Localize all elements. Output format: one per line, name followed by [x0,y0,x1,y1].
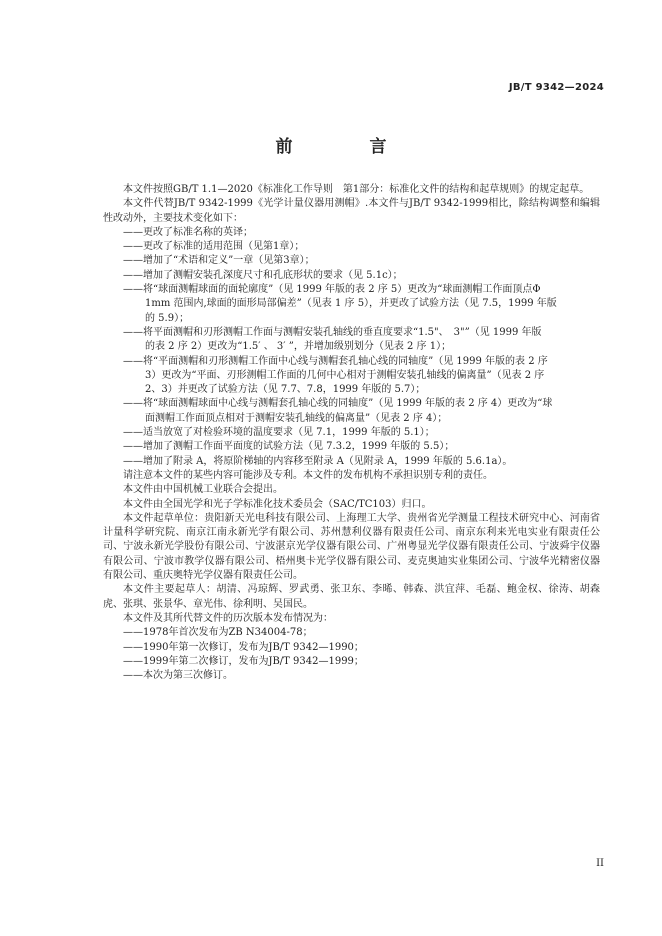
change-item: ——增加了测帽安装孔深度尺寸和孔底形状的要求（见 5.1c）； [123,269,403,281]
change-item-continued: 的 5.9）； [145,312,190,324]
change-item-continued: 面测帽工作面顶点相对于测帽安装孔轴线的偏离量”（见表 2 序 4）； [145,412,448,424]
paragraph: 本文件按照GB/T 1.1—2020《标准化工作导则 第1部分：标准化文件的结构和起草规则》的规定起草。 [123,184,590,195]
page-title: 前 言 [275,137,417,157]
paragraph: 请注意本文件的某些内容可能涉及专利。本文件的发布机构不承担识别专利的责任。 [123,469,493,481]
change-item: ——增加了附录 A，将原阶梯轴的内容移至附录 A（见附录 A，1999 年版的 5.6.1a）。 [123,455,513,467]
paragraph: 本文件由全国光学和光子学标准化技术委员会（SAC/TC103）归口。 [123,498,432,510]
history-item: ——本次为第三次修订。 [123,670,233,682]
change-item: ——更改了标准名称的英译； [123,226,253,238]
paragraph: 本文件起草单位：贵阳新天光电科技有限公司、上海理工大学、贵州省光学测量工程技术研究中心、河南省计量科学研究院、南京江南永新光学有限公司、苏州慧利仪器有限责任公司、南京东利来光电实业有限责任公司、宁波永新光学股份有限公司、宁波湛京光学仪器有限公司、广州粤显光学仪器有限责任公司、宁波舜宇仪器有限公司、宁波市教学仪器有限公司、梧州奥卡光学仪器有限公司、麦克奥迪实业集团公司、宁波华光精密仪器有限公司、重庆奥特光学仪器有限责任公司。 [103,512,600,582]
standard-code: JB/T 9342—2024 [508,82,604,93]
change-item: ——将平面测帽和刃形测帽工作面与测帽安装孔轴线的垂直度要求“1.5"、 3"”（见 1999 年版 [123,326,542,338]
change-item: ——适当放宽了对检验环境的温度要求（见 7.1，1999 年版的 5.1）； [123,427,435,439]
foreword-body [103,183,600,683]
history-item: ——1990年第一次修订，发布为JB/T 9342—1990； [123,641,364,653]
change-item: ——增加了“术语和定义”一章（见第3章）； [123,255,315,267]
history-item: ——1978年首次发布为ZB N34004-78； [123,627,313,639]
change-item-continued: 1mm 范围内,球面的面形局部偏差”（见表 1 序 5），并更改了试验方法（见 7.5，1999 年版 [145,298,557,310]
change-item: ——将“平面测帽和刃形测帽工作面中心线与测帽套孔轴心线的同轴度”（见 1999 年版的表 2 序 [123,355,548,367]
change-item: ——增加了测帽工作面平面度的试验方法（见 7.3.2，1999 年版的 5.5）； [123,441,455,453]
change-item: ——将“球面测帽球面中心线与测帽套孔轴心线的同轴度”（见 1999 年版的表 2 序 4）更改为“球 [123,398,553,410]
change-item: ——更改了标准的适用范围（见第1章）； [123,241,305,253]
change-item-continued: 3）更改为“平面、刃形测帽工作面的几何中心相对于测帽安装孔轴线的偏离量”（见表 2 序 [145,369,545,381]
page-number: II [596,858,604,869]
change-item-continued: 的表 2 序 2）更改为“1.5′ 、 3′ ”，并增加级别划分（见表 2 序 1）； [145,341,452,353]
paragraph: 本文件及其所代替文件的历次版本发布情况为： [123,612,333,624]
paragraph: 本文件代替JB/T 9342-1999《光学计量仪器用测帽》.本文件与JB/T 9342-1999相比，除结构调整和编辑性改动外，主要技术变化如下： [103,198,600,224]
history-item: ——1999年第二次修订，发布为JB/T 9342—1999； [123,655,364,667]
paragraph: 本文件由中国机械工业联合会提出。 [123,484,283,496]
change-item-continued: 2、3）并更改了试验方法（见 7.7、7.8，1999 年版的 5.7）； [145,384,426,396]
paragraph: 本文件主要起草人：胡清、冯琼辉、罗武勇、张卫东、李晞、韩森、洪宜萍、毛磊、鲍金权、徐涛、胡森虎、张琪、张景华、章光伟、徐利明、吴国民。 [103,584,600,610]
change-item: ——将“球面测帽球面的面轮廓度”（见 1999 年版的表 2 序 5）更改为“球面测帽工作面顶点Φ [123,284,541,296]
